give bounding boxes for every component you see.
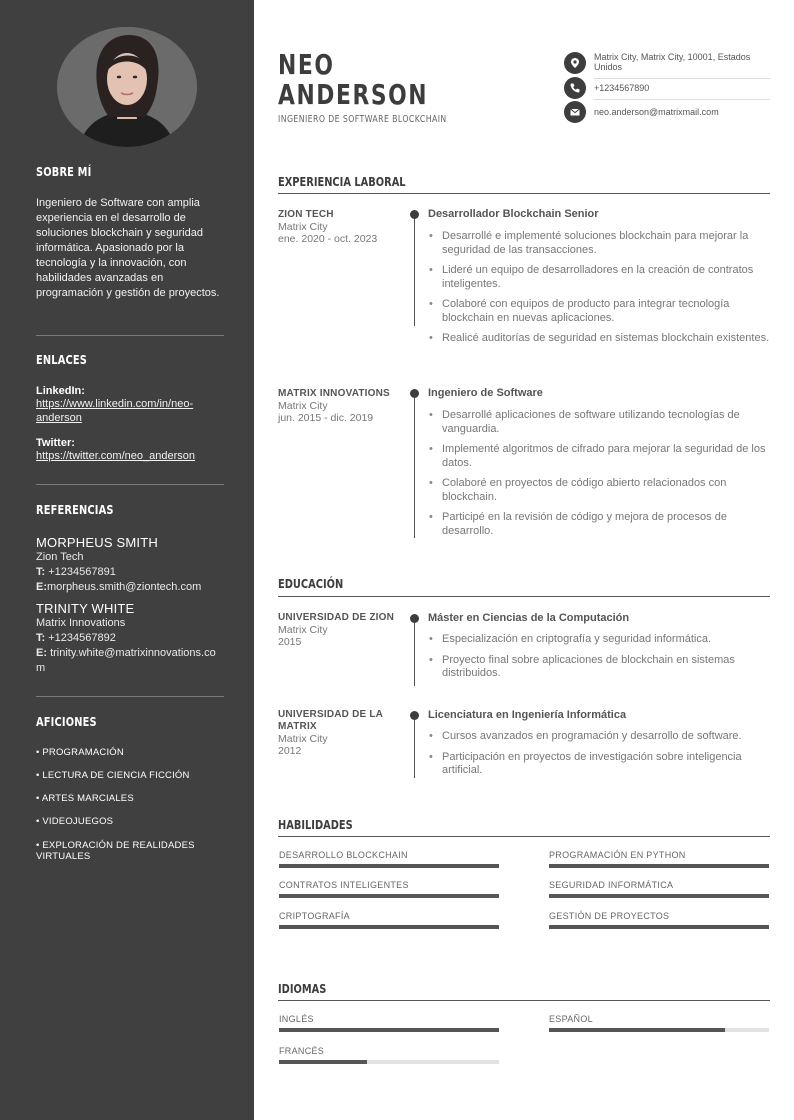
company-name: ZION TECH xyxy=(278,209,334,220)
phone-icon xyxy=(564,77,586,99)
email-text: neo.anderson@matrixmail.com xyxy=(594,107,719,117)
linkedin-label: LinkedIn: xyxy=(36,385,85,397)
hobby-item: • PROGRAMACIÓN xyxy=(36,747,124,758)
job-title: INGENIERO DE SOFTWARE BLOCKCHAIN xyxy=(278,114,447,125)
references-section xyxy=(36,503,224,676)
list-item: • Cursos avanzados en programación y desarrollo de software. xyxy=(428,730,772,744)
timeline-line xyxy=(414,393,415,538)
contact-phone xyxy=(564,77,770,100)
language-bar-fill xyxy=(279,1028,499,1032)
education-meta xyxy=(278,709,400,757)
timeline-dot xyxy=(410,389,419,398)
hobbies-section xyxy=(36,715,224,862)
reference-item xyxy=(36,601,224,676)
company-city: Matrix City xyxy=(278,221,328,233)
divider xyxy=(36,484,224,485)
about-title: SOBRE MÍ xyxy=(36,165,92,179)
timeline-dot xyxy=(410,711,419,720)
skill-bar-fill xyxy=(549,894,769,898)
reference-phone: +1234567892 xyxy=(48,632,116,644)
degree-title: Máster en Ciencias de la Computación xyxy=(428,612,630,624)
school-name: UNIVERSIDAD DE ZION xyxy=(278,612,395,623)
address-text: Matrix City, Matrix City, 10001, Estados Unidos xyxy=(594,52,770,79)
main-content xyxy=(254,0,794,1120)
skill-bar xyxy=(549,894,769,898)
language-item xyxy=(549,1014,769,1032)
list-item: • Implementé algoritmos de cifrado para mejorar la seguridad de los datos. xyxy=(428,443,772,470)
timeline-dot xyxy=(410,614,419,623)
experience-meta xyxy=(278,388,400,424)
about-section xyxy=(36,165,224,301)
divider xyxy=(36,696,224,697)
education-title: EDUCACIÓN xyxy=(278,577,344,591)
hobby-item: • EXPLORACIÓN DE REALIDADES VIRTUALES xyxy=(36,840,195,862)
role-title: Ingeniero de Software xyxy=(428,387,543,399)
school-city: Matrix City xyxy=(278,624,328,636)
skill-label: GESTIÓN DE PROYECTOS xyxy=(549,911,670,921)
list-item: • Realicé auditorías de seguridad en sistemas blockchain existentes. xyxy=(428,332,772,346)
list-item: • Desarrollé aplicaciones de software utilizando tecnologías de vanguardia. xyxy=(428,409,772,436)
list-item: • Participación en proyectos de investigación sobre inteligencia artificial. xyxy=(428,751,772,778)
phone-text: +1234567890 xyxy=(594,77,770,100)
skill-item xyxy=(279,850,499,868)
skill-bar xyxy=(279,925,499,929)
duties-list xyxy=(428,230,772,353)
sidebar xyxy=(0,0,254,1120)
section-divider xyxy=(278,836,770,837)
education-list xyxy=(428,730,772,785)
list-item: • Participé en la revisión de código y mejora de procesos de desarrollo. xyxy=(428,511,772,538)
reference-phone: +1234567891 xyxy=(48,566,116,578)
email-icon xyxy=(564,101,586,123)
location-icon xyxy=(564,52,586,74)
hobby-item: • ARTES MARCIALES xyxy=(36,793,134,804)
timeline-dot xyxy=(410,210,419,219)
degree-title: Licenciatura en Ingeniería Informática xyxy=(428,709,627,721)
references-title: REFERENCIAS xyxy=(36,503,114,517)
company-name: MATRIX INNOVATIONS xyxy=(278,388,390,399)
contact-address xyxy=(564,52,770,79)
date-range: ene. 2020 - oct. 2023 xyxy=(278,233,378,245)
hobbies-title: AFICIONES xyxy=(36,715,97,729)
skill-bar-fill xyxy=(549,864,769,868)
section-divider xyxy=(278,1000,770,1001)
linkedin-link[interactable]: https://www.linkedin.com/in/neo-anderson xyxy=(36,398,194,424)
language-item xyxy=(279,1046,499,1064)
twitter-label: Twitter: xyxy=(36,437,75,449)
skill-bar xyxy=(549,864,769,868)
email-label: E: xyxy=(36,647,47,659)
school-city: Matrix City xyxy=(278,733,328,745)
phone-label: T: xyxy=(36,632,46,644)
reference-name: MORPHEUS SMITH xyxy=(36,535,158,550)
date-range: jun. 2015 - dic. 2019 xyxy=(278,412,374,424)
skill-bar xyxy=(279,864,499,868)
skill-bar-fill xyxy=(279,925,499,929)
reference-email: morpheus.smith@ziontech.com xyxy=(47,581,202,593)
skill-label: SEGURIDAD INFORMÁTICA xyxy=(549,880,674,890)
reference-company: Zion Tech xyxy=(36,551,84,563)
language-item xyxy=(279,1014,499,1032)
first-name: NEO xyxy=(278,48,335,81)
skill-label: DESARROLLO BLOCKCHAIN xyxy=(279,850,408,860)
education-list xyxy=(428,633,772,688)
full-name xyxy=(278,50,428,110)
list-item: • Lideré un equipo de desarrolladores en la creación de contratos inteligentes. xyxy=(428,264,772,291)
duties-list xyxy=(428,409,772,545)
school-name: UNIVERSIDAD DE LA MATRIX xyxy=(278,709,383,732)
phone-label: T: xyxy=(36,566,46,578)
list-item: • Colaboré en proyectos de código abierto relacionados con blockchain. xyxy=(428,477,772,504)
list-item: • Proyecto final sobre aplicaciones de blockchain en sistemas distribuidos. xyxy=(428,654,772,681)
skill-bar-fill xyxy=(549,925,769,929)
language-bar-fill xyxy=(279,1060,367,1064)
reference-company: Matrix Innovations xyxy=(36,617,126,629)
skill-bar-fill xyxy=(279,864,499,868)
timeline-line xyxy=(414,618,415,686)
contact-email xyxy=(564,101,770,123)
list-item: • Desarrollé e implementé soluciones blockchain para mejorar la seguridad de las transacciones. xyxy=(428,230,772,257)
hobby-item: • LECTURA DE CIENCIA FICCIÓN xyxy=(36,770,190,781)
list-item: • Especialización en criptografía y seguridad informática. xyxy=(428,633,772,647)
section-divider xyxy=(278,193,770,194)
skills-title: HABILIDADES xyxy=(278,818,353,832)
graduation-year: 2012 xyxy=(278,745,302,757)
graduation-year: 2015 xyxy=(278,636,302,648)
profile-photo xyxy=(57,27,197,147)
skill-bar xyxy=(549,925,769,929)
language-bar xyxy=(549,1028,769,1032)
skill-label: CRIPTOGRAFÍA xyxy=(279,911,350,921)
links-section xyxy=(36,353,224,463)
skill-item xyxy=(279,911,499,929)
language-bar xyxy=(279,1060,499,1064)
skill-item xyxy=(549,911,769,929)
timeline-line xyxy=(414,714,415,778)
languages-title: IDIOMAS xyxy=(278,982,327,996)
last-name: ANDERSON xyxy=(278,78,429,111)
skill-label: PROGRAMACIÓN EN PYTHON xyxy=(549,850,686,860)
skill-label: CONTRATOS INTELIGENTES xyxy=(279,880,409,890)
education-meta xyxy=(278,612,400,648)
experience-meta xyxy=(278,209,400,245)
divider xyxy=(36,335,224,336)
reference-item xyxy=(36,535,224,595)
timeline-line xyxy=(414,214,415,326)
language-label: INGLÉS xyxy=(279,1014,314,1024)
language-label: FRANCÉS xyxy=(279,1046,325,1056)
about-text: Ingeniero de Software con amplia experiencia en el desarrollo de soluciones blockchain y seguridad informática. Apasionado por la tecnología y la innovación, con habilidades avanzadas en programación y gestión de proyectos. xyxy=(36,197,220,299)
links-title: ENLACES xyxy=(36,353,88,367)
company-city: Matrix City xyxy=(278,400,328,412)
reference-name: TRINITY WHITE xyxy=(36,601,135,616)
language-bar xyxy=(279,1028,499,1032)
hobby-item: • VIDEOJUEGOS xyxy=(36,816,114,827)
language-label: ESPAÑOL xyxy=(549,1014,593,1024)
skill-bar xyxy=(279,894,499,898)
list-item: • Colaboré con equipos de producto para integrar tecnología blockchain en nuevas aplicaciones. xyxy=(428,298,772,325)
twitter-link[interactable]: https://twitter.com/neo_anderson xyxy=(36,450,195,462)
section-divider xyxy=(278,596,770,597)
skill-item xyxy=(549,880,769,898)
experience-title: EXPERIENCIA LABORAL xyxy=(278,175,406,189)
role-title: Desarrollador Blockchain Senior xyxy=(428,208,599,220)
skill-bar-fill xyxy=(279,894,499,898)
skill-item xyxy=(549,850,769,868)
skill-item xyxy=(279,880,499,898)
email-label: E: xyxy=(36,581,47,593)
reference-email: trinity.white@matrixinnovations.com xyxy=(36,647,216,674)
language-bar-fill xyxy=(549,1028,725,1032)
